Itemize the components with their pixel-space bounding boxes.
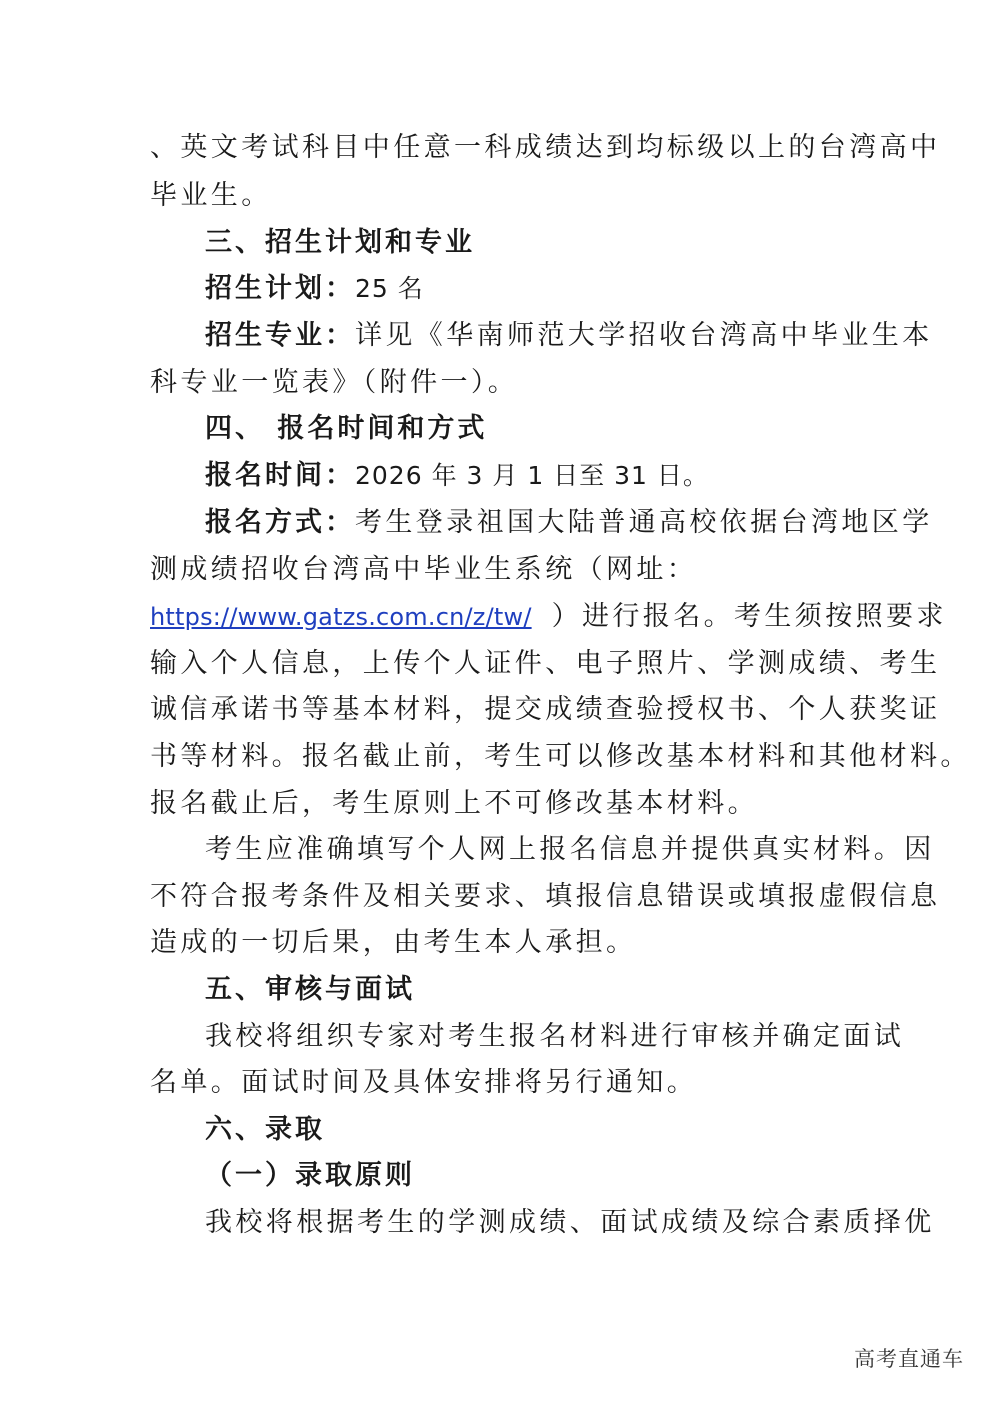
major-text: 详见《华南师范大学招收台湾高中毕业生本: [355, 320, 933, 351]
paragraph-line: 不符合报考条件及相关要求、填报信息错误或填报虚假信息: [150, 881, 941, 912]
major-row: [205, 319, 933, 353]
paragraph-line: 造成的一切后果，由考生本人承担。: [150, 927, 637, 958]
paragraph-line: 毕业生。: [150, 180, 272, 211]
paragraph-line: 科专业一览表》（附件一）。: [150, 367, 519, 398]
plan-label: 招生计划：: [205, 273, 355, 304]
paragraph-line: 、英文考试科目中任意一科成绩达到均标级以上的台湾高中: [150, 132, 941, 163]
plan-value: 25 名: [355, 274, 424, 303]
paragraph-line: 书等材料。报名截止前，考生可以修改基本材料和其他材料。: [150, 741, 971, 772]
paragraph-line: 报名截止后，考生原则上不可修改基本材料。: [150, 788, 758, 819]
section-heading-3: 三、招生计划和专业: [205, 227, 475, 258]
method-label: 报名方式：: [205, 507, 355, 538]
section-heading-5: 五、审核与面试: [205, 974, 415, 1005]
time-value: 2026 年 3 月 1 日至 31 日。: [355, 461, 709, 490]
registration-link[interactable]: https://www.gatzs.com.cn/z/tw/: [150, 603, 532, 631]
time-label: 报名时间：: [205, 460, 355, 491]
major-label: 招生专业：: [205, 320, 355, 351]
paragraph-line: 我校将组织专家对考生报名材料进行审核并确定面试: [205, 1021, 905, 1052]
paragraph-line: 我校将根据考生的学测成绩、面试成绩及综合素质择优: [205, 1207, 935, 1238]
plan-row: [205, 272, 424, 306]
paragraph-line: 名单。面试时间及具体安排将另行通知。: [150, 1067, 698, 1098]
subsection-heading: （一）录取原则: [205, 1160, 415, 1191]
method-row: [205, 506, 933, 540]
paragraph-line: 考生应准确填写个人网上报名信息并提供真实材料。因: [205, 834, 935, 865]
paragraph-line: 诚信承诺书等基本材料，提交成绩查验授权书、个人获奖证: [150, 694, 941, 725]
method-text-cont: ）进行报名。考生须按照要求: [551, 601, 947, 632]
method-text: 考生登录祖国大陆普通高校依据台湾地区学: [355, 507, 933, 538]
time-row: [205, 459, 709, 493]
section-heading-6: 六、录取: [205, 1114, 325, 1145]
watermark: 高考直通车: [854, 1347, 964, 1371]
paragraph-line: 输入个人信息，上传个人证件、电子照片、学测成绩、考生: [150, 648, 941, 679]
section-heading-4: 四、 报名时间和方式: [205, 413, 488, 444]
url-row: [150, 600, 947, 634]
paragraph-line: 测成绩招收台湾高中毕业生系统（网址：: [150, 554, 698, 585]
